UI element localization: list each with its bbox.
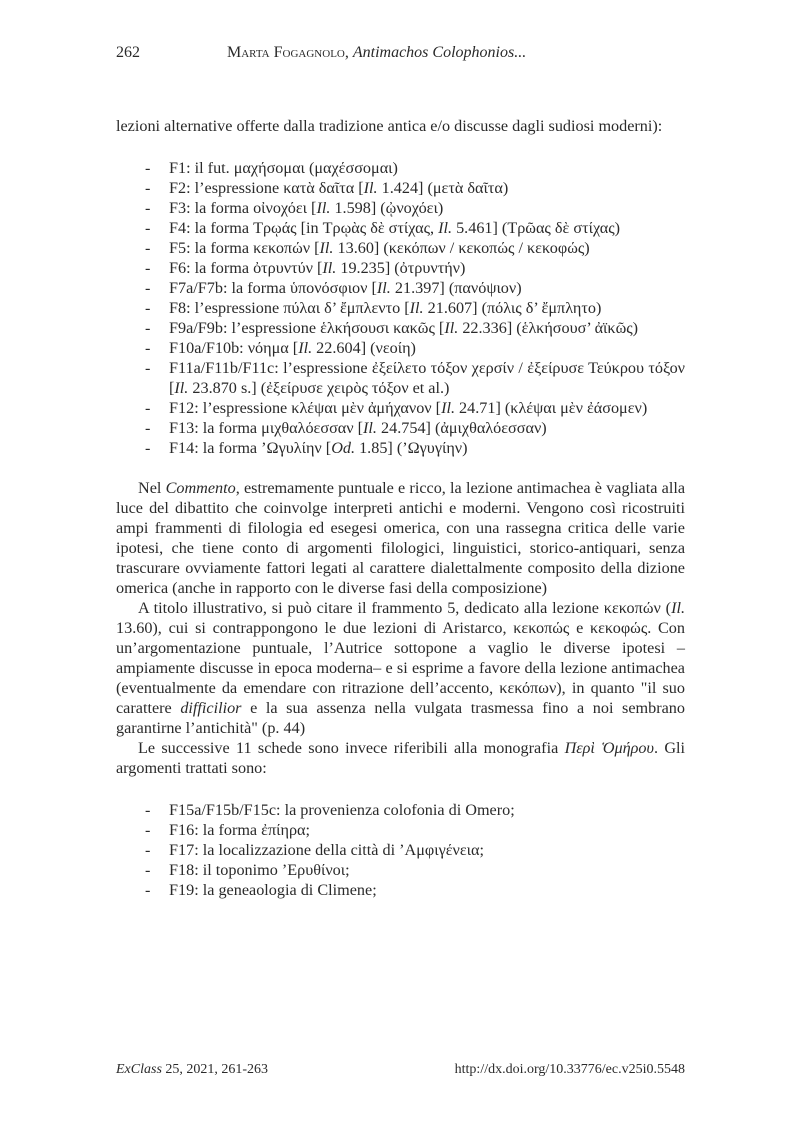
list-item: - F19: la geneaologia di Climene; [142,880,685,900]
journal-name: ExClass [116,1062,162,1077]
paragraph-commento: Nel Commento, estremamente puntuale e ricco, la lezione antimachea è vagliata alla luce del dibattito che coinvolge interpreti antichi e moderni. Vengono così ricostruiti ampi frammenti di filologia ed esegesi omerica, con una rassegna critica delle varie ipotesi, che tiene conto di argomenti filologici, linguistici, storico-antiquari, senza trascurare ovviamente fattori legati al carattere dialettalmente composito della dizione omerica (anche in rapporto con le diverse fasi della composizione) [116,479,686,597]
list-item: - F4: la forma Τρῳάς [in Τρῳὰς δὲ στίχας, Il. 5.461] (Τρῶας δὲ στίχας) [142,218,685,238]
list-item: - F3: la forma οἰνοχόει [Il. 1.598] (ᾠνοχόει) [142,198,685,218]
list-item: - F8: l’espressione πύλαι δ’ ἔμπλεντο [Il. 21.607] (πόλις δ’ ἔμπλητο) [142,298,685,318]
list-item: - F17: la localizzazione della città di ’Αμφιγένεια; [142,840,685,860]
list-item: - F14: la forma ’Ωγυλίην [Od. 1.85] (’Ωγυγίην) [142,438,685,458]
intro-paragraph: lezioni alternative offerte dalla tradizione antica e/o discusse dagli sudiosi moderni): [116,117,663,135]
list-item: - F18: il toponimo ’Ερυθίνοι; [142,860,685,880]
work-title: Antimachos Colophonios... [352,44,527,61]
journal-citation [116,1062,268,1078]
doi-link[interactable]: http://dx.doi.org/10.33776/ec.v25i0.5548 [454,1062,685,1077]
list-item: - F16: la forma ἐπίηρα; [142,820,685,840]
paragraph-peri-homerou: Le successive 11 schede sono invece riferibili alla monografia Περὶ Ὁμήρου. Gli argomenti trattati sono: [116,739,685,777]
fragments-list-homer-edition [116,158,685,458]
list-item: - F13: la forma μιχθαλόεσσαν [Il. 24.754] (ἀμιχθαλόεσσαν) [142,418,685,438]
main-text [116,116,685,900]
list-item: - F1: il fut. μαχήσομαι (μαχέσσομαι) [142,158,685,178]
list-item: - F7a/F7b: la forma ὑπονόσφιον [Il. 21.397] (πανόψιον) [142,278,685,298]
list-item: - F9a/F9b: l’espressione ἑλκήσουσι κακῶς [Il. 22.336] (ἑλκήσουσ’ ἀϊκῶς) [142,318,685,338]
list-item: - F10a/F10b: νόημα [Il. 22.604] (νεοίη) [142,338,685,358]
list-item: - F15a/F15b/F15c: la provenienza colofonia di Omero; [142,800,685,820]
list-item: - F6: la forma ὀτρυντύν [Il. 19.235] (ὀτρυντήν) [142,258,685,278]
spacer [116,458,685,478]
running-title [227,44,526,62]
list-item: - F12: l’espressione κλέψαι μὲν ἀμήχανον [Il. 24.71] (κλέψαι μὲν ἐάσομεν) [142,398,685,418]
author-name: Marta Fogagnolo [227,44,345,61]
fragments-list-peri-homerou [116,800,685,900]
list-item: - F11a/F11b/F11c: l’espressione ἐξείλετο τόξον χερσίν / ἐξείρυσε Τεύκρου τόξον [Il. 23.870 s.] (ἐξείρυσε χειρὸς τόξον et al.) [142,358,685,398]
list-item: - F5: la forma κεκοπών [Il. 13.60] (κεκόπων / κεκοπώς / κεκοφώς) [142,238,685,258]
page-number: 262 [116,44,140,61]
volume-pages: 25, 2021, 261-263 [161,1062,269,1077]
paragraph-example: A titolo illustrativo, si può citare il frammento 5, dedicato alla lezione κεκοπών (Il. 13.60), cui si contrappongono le due lezioni di Aristarco, κεκοπώς e κεκοφώς. Con un’argomentazione puntuale, l’Autrice sottopone a vaglio le diverse ipotesi –ampiamente discusse in epoca moderna– e si esprime a favore della lezione antimachea (eventualmente da emendare con ritrazione dell’accento, κεκόπων), in quanto "il suo carattere difficilior e la sua assenza nella vulgata trasmessa fino a noi sembrano garantirne l’antichità" (p. 44) [116,599,685,737]
list-item: - F2: l’espressione κατὰ δαῖτα [Il. 1.424] (μετὰ δαῖτα) [142,178,685,198]
separator: , [344,44,353,61]
